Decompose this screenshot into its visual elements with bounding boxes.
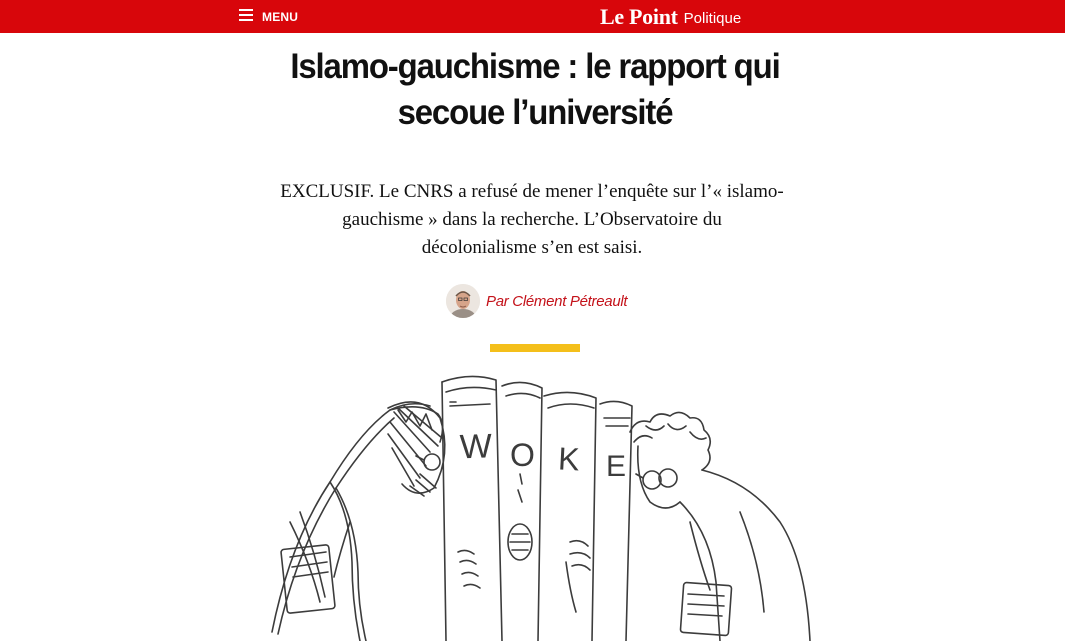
standfirst-line-1: EXCLUSIF. Le CNRS a refusé de mener l’enquête sur l’« islamo- — [280, 181, 784, 202]
article-title — [220, 44, 850, 136]
article-illustration — [270, 362, 830, 641]
article-title-line-1: Islamo-gauchisme : le rapport qui — [290, 47, 780, 86]
hamburger-icon — [239, 9, 253, 21]
brand — [600, 0, 741, 33]
article-standfirst — [232, 178, 832, 262]
article-title-line-2: secoue l’université — [397, 93, 673, 132]
byline — [446, 284, 627, 318]
book-letter: W — [459, 427, 493, 467]
left-figure — [272, 402, 445, 641]
section-link[interactable]: Politique — [683, 9, 742, 27]
menu-label: MENU — [262, 9, 299, 24]
author-link[interactable]: Par Clément Pétreault — [486, 292, 628, 310]
separator-bar — [490, 344, 580, 352]
menu-button[interactable] — [239, 0, 298, 33]
top-bar — [0, 0, 1065, 33]
book-letter: O — [510, 437, 535, 473]
brand-logo[interactable]: Le Point — [600, 3, 678, 29]
standfirst-line-3: décolonialisme s’en est saisi. — [421, 237, 643, 258]
book-letter: E — [606, 450, 627, 483]
book-stack — [442, 376, 632, 641]
author-avatar[interactable] — [446, 284, 480, 318]
right-figure — [630, 412, 810, 641]
book-letter: K — [557, 440, 581, 478]
standfirst-line-2: gauchisme » dans la recherche. L’Observatoire du — [342, 209, 722, 230]
